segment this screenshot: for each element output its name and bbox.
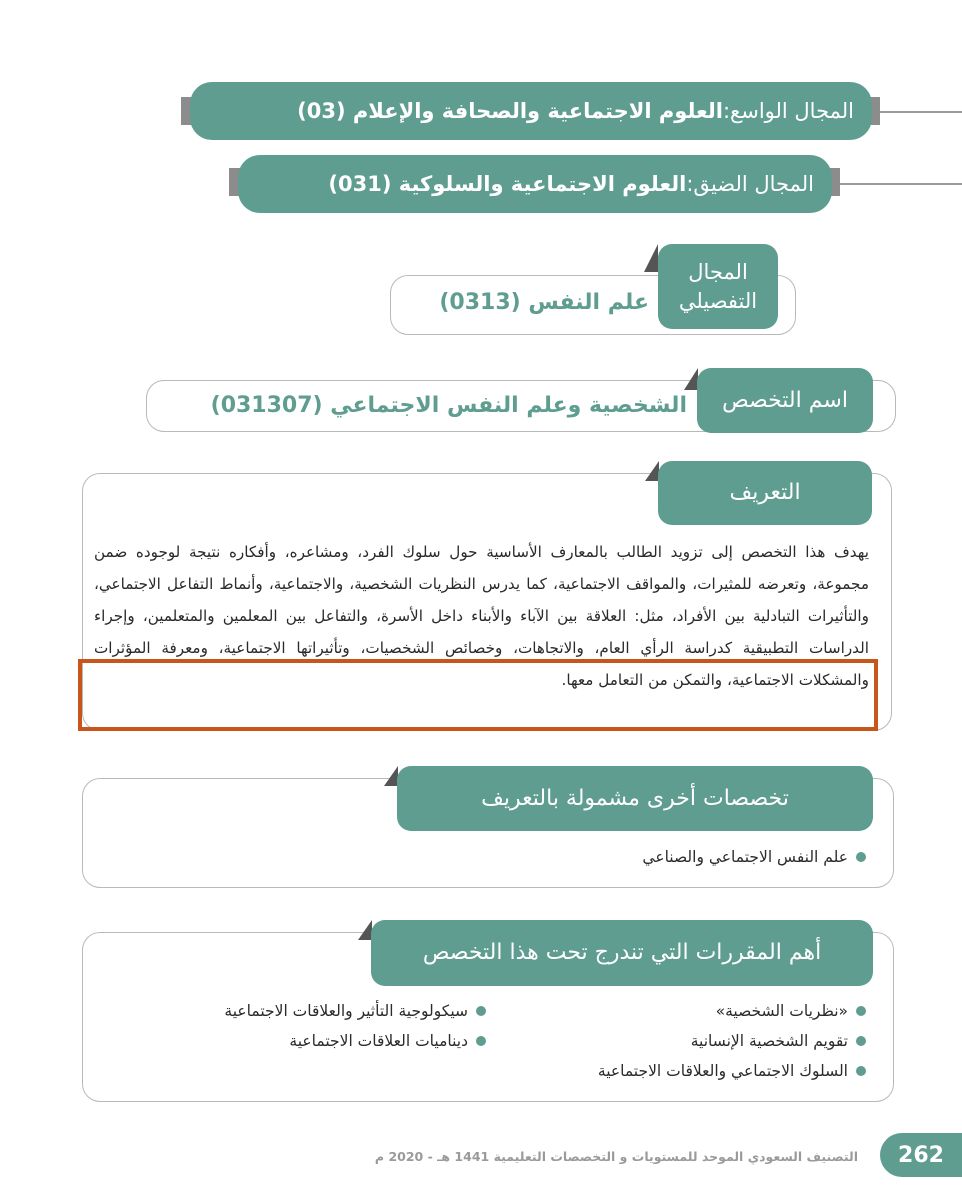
detailed-field-tag [658, 244, 778, 329]
definition-text-main: يهدف هذا التخصص إلى تزويد الطالب بالمعارف الأساسية حول سلوك الفرد، ومشاعره، وأفكاره نتيجة لوجوده ضمن مجموعة، وتعرضه للمثيرات، والمواقف الاجتماعية، كما يدرس النظريات الشخصية، والاجتماعية، وأنماط التفاعل الاجتماعي، والتأثيرات التبادلية بين الأفراد، مثل: العلاقة بين الآباء والأبناء داخل الأسرة، والتفاعل بين المعلمين والمتعلمين، [94, 543, 869, 625]
narrow-field-connector [836, 183, 962, 185]
other-specialization-item [642, 848, 866, 866]
other-specialization-item-text: علم النفس الاجتماعي والصناعي [642, 848, 848, 866]
highlight-frame [78, 659, 878, 731]
definition-text-highlighted: وإجراء الدراسات التطبيقية كدراسة الرأي العام، والاتجاهات، وخصائص الشخصيات، وتأثيراتها الاجتماعية، ومعرفة المؤثرات والمشكلات الاجتماعية، والتمكن من التعامل معها. [94, 607, 869, 689]
specialization-tag [697, 368, 873, 433]
course-item [716, 1002, 866, 1020]
course-item-text: ديناميات العلاقات الاجتماعية [289, 1032, 468, 1050]
detailed-field-tag-line2: التفصيلي [678, 288, 758, 313]
narrow-field-value: العلوم الاجتماعية والسلوكية (031) [328, 172, 687, 196]
definition-tag [658, 461, 872, 525]
specialization-tag-fold [684, 368, 698, 390]
detailed-field-tag-line1: المجال [688, 260, 748, 285]
courses-title: أهم المقررات التي تندرج تحت هذا التخصص [422, 940, 822, 966]
broad-field-label: المجال الواسع: [722, 99, 854, 123]
specialization-tag-text: اسم التخصص [722, 387, 848, 413]
narrow-field-pill [238, 155, 832, 213]
course-item-text: «نظريات الشخصية» [715, 1002, 848, 1020]
course-item [598, 1062, 866, 1080]
detailed-field-tag-fold [644, 244, 658, 272]
definition-title: التعريف [729, 480, 801, 506]
narrow-field-label: المجال الضيق: [686, 172, 814, 196]
bullet-icon [856, 1036, 866, 1046]
course-item [691, 1032, 866, 1050]
bullet-icon [856, 852, 866, 862]
definition-tag-fold [645, 461, 659, 481]
course-item [224, 1002, 486, 1020]
detailed-field-value: علم النفس (0313) [439, 290, 649, 315]
page-number: 262 [880, 1133, 962, 1177]
course-item-text: سيكولوجية التأثير والعلاقات الاجتماعية [224, 1002, 468, 1020]
broad-field-pill [190, 82, 872, 140]
broad-field-connector [874, 111, 962, 113]
bullet-icon [856, 1006, 866, 1016]
footer-text: التصنيف السعودي الموحد للمستويات و التخصصات التعليمية 1441 هـ - 2020 م [374, 1149, 858, 1164]
course-item-text: تقويم الشخصية الإنسانية [690, 1032, 848, 1050]
specialization-value: الشخصية وعلم النفس الاجتماعي (031307) [210, 393, 687, 418]
course-item [289, 1032, 486, 1050]
bullet-icon [856, 1066, 866, 1076]
courses-tag [371, 920, 873, 986]
broad-field-value: العلوم الاجتماعية والصحافة والإعلام (03) [297, 99, 723, 123]
bullet-icon [476, 1036, 486, 1046]
courses-tag-fold [358, 920, 372, 940]
course-item-text: السلوك الاجتماعي والعلاقات الاجتماعية [597, 1062, 848, 1080]
other-specializations-tag-fold [384, 766, 398, 786]
other-specializations-title: تخصصات أخرى مشمولة بالتعريف [481, 785, 789, 811]
other-specializations-tag [397, 766, 873, 831]
bullet-icon [476, 1006, 486, 1016]
